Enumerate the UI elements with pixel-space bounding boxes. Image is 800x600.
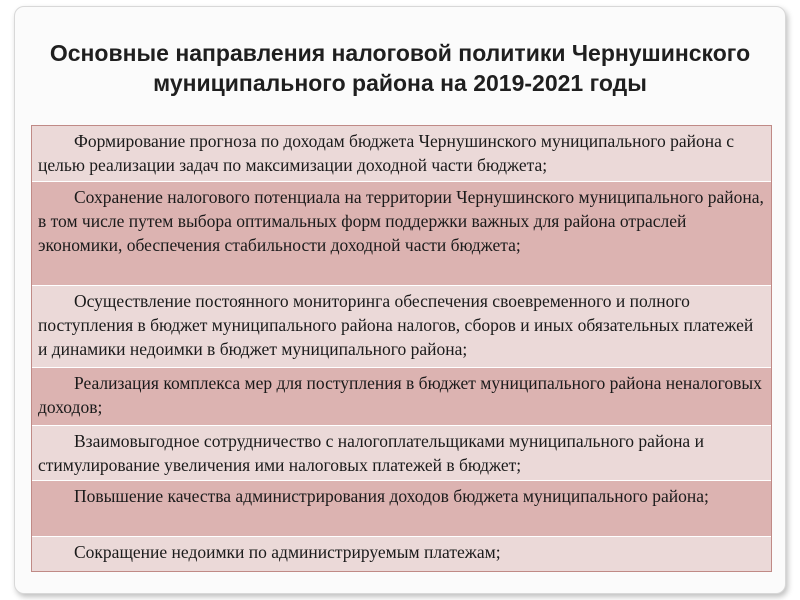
table-row: Сохранение налогового потенциала на территории Чернушинского муниципального района, в том числе путем выбора оптимальных форм поддержки важных для района отраслей экономики, обеспечения стабильности доходной части бюджета;: [32, 182, 771, 286]
policy-table: [31, 125, 772, 572]
table-row: Осуществление постоянного мониторинга обеспечения своевременного и полного поступления в бюджет муниципального района налогов, сборов и иных обязательных платежей и динамики недоимки в бюджет муниципального района;: [32, 286, 771, 368]
table-row: Формирование прогноза по доходам бюджета Чернушинского муниципального района с целью реализации задач по максимизации доходной части бюджета;: [32, 126, 771, 182]
table-row: Сокращение недоимки по администрируемым платежам;: [32, 537, 771, 571]
table-row: Взаимовыгодное сотрудничество с налогоплательщиками муниципального района и стимулирование увеличения ими налоговых платежей в бюджет;: [32, 426, 771, 481]
table-row: Реализация комплекса мер для поступления в бюджет муниципального района неналоговых доходов;: [32, 368, 771, 426]
table-row: Повышение качества администрирования доходов бюджета муниципального района;: [32, 481, 771, 537]
slide-title: Основные направления налоговой политики Чернушинского муниципального района на 2019-2021 годы: [49, 40, 751, 96]
